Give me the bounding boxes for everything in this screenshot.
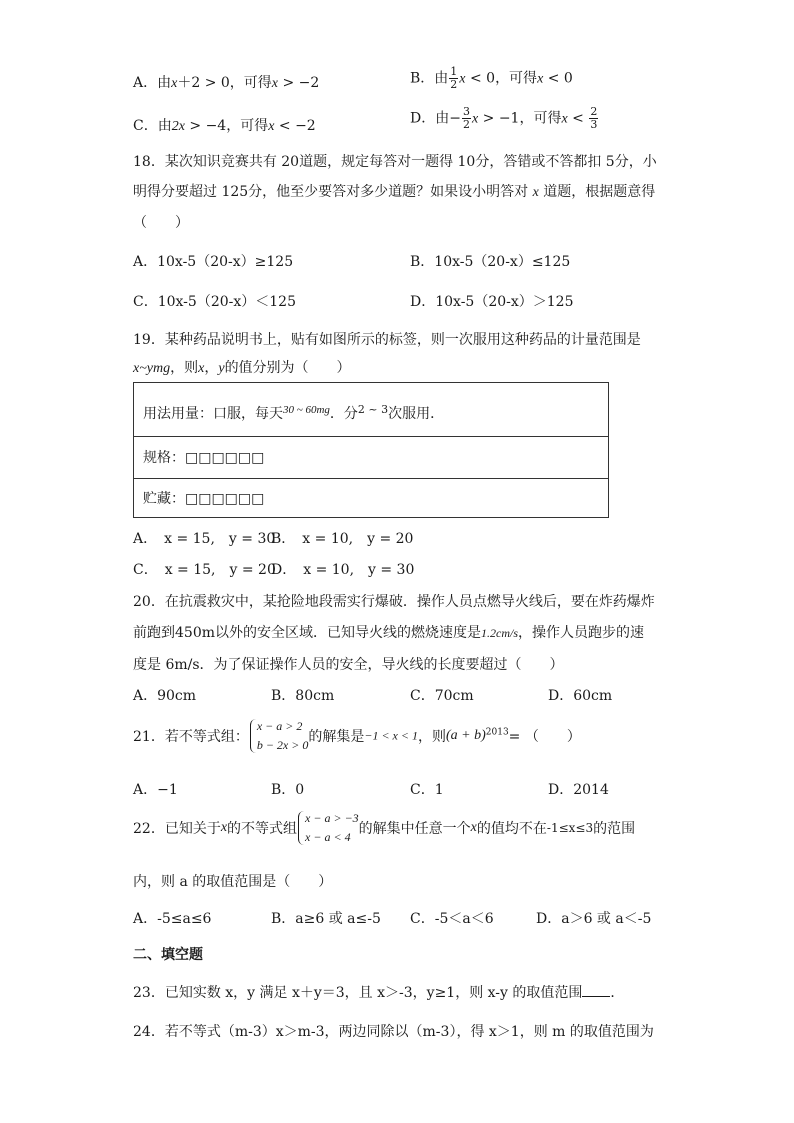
- q21-tail-b: = （ ）: [508, 729, 581, 745]
- q21-tail-a: ，则: [417, 729, 446, 745]
- q21-option-a: A．−1: [133, 782, 178, 798]
- q20-stem-line1: 20．在抗震救灾中，某抢险地段需实行爆破．操作人员点燃导火线后，要在炸药爆炸: [133, 594, 655, 610]
- q17-d-res-var: x: [561, 111, 568, 127]
- q18-option-c: C．10x-5（20-x）＜125: [133, 294, 296, 310]
- q17-d-res-num: 2: [590, 105, 598, 118]
- q20-stem-line2-c: ，操作人员跑步的速: [518, 625, 644, 641]
- q18-option-a: A．10x-5（20-x）≥125: [133, 254, 294, 270]
- q17-b-cond: < 0: [465, 70, 496, 87]
- q20-stem-line3: 度是 6m/s．为了保证操作人员的安全，导火线的长度要超过（ ）: [133, 657, 564, 673]
- q22-option-b: B．a≥6 或 a≤-5: [271, 911, 381, 927]
- q22-prefix2: 的不等式组: [227, 821, 298, 837]
- label-dosage-times: 2 ~ 3: [357, 403, 389, 416]
- q21-sys-line2: b − 2x > 0: [256, 738, 309, 752]
- q17-d-res-den: 3: [590, 118, 598, 131]
- q22-mid-c: 的范围: [593, 821, 636, 837]
- q17-c-sep: ，可得: [226, 118, 269, 134]
- q17-option-c: [133, 115, 316, 135]
- q17-b-den: 2: [450, 78, 458, 91]
- q22-range: -1≤x≤3: [546, 821, 594, 835]
- q19-range: x~ymg: [133, 361, 171, 376]
- q19-var-y: y: [218, 361, 225, 376]
- medicine-label-table: [133, 382, 609, 518]
- q18-stem-line2-a: 明得分要超过 125分，他至少要答对多少道题？如果设小明答对: [133, 184, 529, 200]
- q18-stem-line2: [133, 181, 655, 201]
- q17-c-cond-var: 2x: [171, 119, 185, 134]
- label-dosage-text: 用法用量：口服，每天: [143, 406, 283, 422]
- q21-solution-set: −1 < x < 1: [364, 728, 418, 743]
- q19-option-c: C． x = 15, y = 20: [133, 562, 276, 578]
- q21-mid: 的解集是: [308, 729, 365, 745]
- q22-option-d: D．a＞6 或 a＜-5: [536, 911, 652, 927]
- q22-mid-b: 的值均不在: [476, 821, 547, 837]
- q21-sys-line1: x − a > 2: [256, 719, 303, 733]
- q17-a-cond-var: x: [171, 76, 178, 91]
- q17-c-res: < −2: [274, 118, 316, 134]
- label-row-spec: 规格：□□□□□□: [134, 436, 608, 478]
- q17-option-a: [133, 72, 319, 92]
- q21-inequality-system: [249, 717, 309, 755]
- q24-stem: 24．若不等式（m-3）x＞m-3，两边同除以（m-3），得 x＞1，则 m 的取值范围为: [133, 1024, 654, 1040]
- q20-speed: 1.2cm/s: [481, 626, 518, 640]
- q22-var: x: [220, 820, 228, 835]
- q17-d-res-fraction: [589, 106, 598, 131]
- q23-text: 23．已知实数 x，y 满足 x＋y＝3，且 x＞-3，y≥1，则 x-y 的取值范围: [133, 985, 583, 1001]
- q17-d-fraction: [462, 106, 471, 131]
- label-dosage-end: 次服用．: [388, 406, 445, 422]
- q17-d-sep: ，可得: [519, 110, 562, 127]
- q22-sys-line2: x − a < 4: [305, 830, 351, 844]
- q17-a-label: A．由: [133, 75, 172, 91]
- q17-a-res: > −2: [278, 75, 320, 91]
- label-row-storage: 贮藏：□□□□□□: [134, 478, 608, 518]
- q23-answer-blank[interactable]: [582, 984, 610, 997]
- q17-d-res: <: [567, 110, 589, 127]
- q20-stem-line2-b: 以外的安全区域．已知导火线的燃烧速度是: [215, 625, 481, 641]
- q17-c-cond: > −4: [184, 118, 227, 134]
- q19-stem-line2-b: 的值分别为（ ）: [224, 360, 351, 376]
- q21-stem: [133, 717, 581, 755]
- q17-b-res-var: x: [537, 71, 544, 87]
- q19-stem-line2: [133, 357, 351, 377]
- q21-prefix: 21．若不等式组：: [133, 729, 249, 745]
- q20-option-b: B．80cm: [271, 688, 335, 704]
- q23-stem: [133, 982, 624, 1002]
- q22-option-c: C．-5＜a＜6: [410, 911, 494, 927]
- q18-stem-line2-b: 道题，根据题意得: [543, 184, 656, 200]
- q17-b-label: B．由: [410, 70, 449, 87]
- q22-var-2: x: [470, 820, 477, 835]
- label-dosage-sep: ．分: [329, 406, 358, 422]
- q17-d-den: 2: [462, 118, 470, 131]
- q19-option-a: A． x = 15, y = 30: [133, 531, 276, 547]
- q20-stem-line2: [133, 622, 644, 642]
- q21-exponent: 2013: [485, 727, 509, 738]
- q22-prefix: 22．已知关于: [133, 821, 221, 837]
- q17-a-cond: ＋2 > 0: [177, 75, 230, 91]
- q18-stem-line1: 18．某次知识竞赛共有 20道题，规定每答对一题得 10分，答错或不答都扣 5分，小: [133, 154, 657, 170]
- q17-d-neg: −: [449, 110, 461, 127]
- q21-option-d: D．2014: [548, 782, 609, 798]
- q17-b-res: < 0: [543, 70, 573, 87]
- q19-comma: ，: [204, 360, 219, 376]
- q17-a-res-var: x: [271, 76, 279, 91]
- q18-var: x: [532, 185, 539, 200]
- q22-stem-line1: [133, 809, 635, 847]
- q22-stem-line2: 内，则 a 的取值范围是（ ）: [133, 874, 333, 890]
- q17-b-num: 1: [450, 65, 458, 78]
- q20-option-c: C．70cm: [410, 688, 474, 704]
- q19-stem-line1: 19．某种药品说明书上，贴有如图所示的标签，则一次服用这种药品的计量范围是: [133, 332, 641, 348]
- q19-option-d: D． x = 10, y = 30: [271, 562, 415, 578]
- q19-stem-line2-a: ，则: [170, 360, 199, 376]
- q17-b-fraction: [449, 66, 458, 91]
- label-row-dosage: [134, 383, 608, 436]
- q18-answer-bracket: （ ）: [133, 215, 189, 231]
- q17-d-num: 3: [462, 105, 470, 118]
- q19-var-x: x: [198, 361, 205, 376]
- q17-b-sep: ，可得: [495, 70, 538, 87]
- q20-stem-line2-a: 前跑到: [133, 625, 175, 641]
- q17-c-res-var: x: [268, 119, 275, 134]
- q19-option-b: B． x = 10, y = 20: [271, 531, 414, 547]
- q17-c-label: C．由: [133, 118, 172, 134]
- q17-b-cond-var: x: [459, 71, 466, 87]
- q21-option-b: B．0: [271, 782, 305, 798]
- section-heading-fill-in: 二、填空题: [133, 947, 203, 963]
- q22-sys-line1: x − a > −3: [305, 811, 359, 825]
- label-dosage-range: 30 ~ 60mg: [283, 404, 330, 416]
- q22-option-a: A．-5≤a≤6: [133, 911, 212, 927]
- q17-option-d: [410, 106, 599, 131]
- q17-d-cond-var: x: [471, 111, 479, 127]
- q23-text-end: ．: [610, 985, 625, 1001]
- q17-d-label: D．由: [410, 110, 450, 127]
- q21-option-c: C．1: [410, 782, 444, 798]
- q21-expression: (a + b): [445, 728, 486, 743]
- q18-option-d: D．10x-5（20-x）＞125: [410, 294, 574, 310]
- q17-d-cond: > −1: [478, 110, 520, 127]
- q20-option-d: D．60cm: [548, 688, 613, 704]
- q20-option-a: A．90cm: [133, 688, 197, 704]
- q20-distance: 450m: [175, 625, 215, 641]
- q17-a-sep: ，可得: [229, 75, 272, 91]
- q18-option-b: B．10x-5（20-x）≤125: [410, 254, 571, 270]
- q22-inequality-system: [297, 809, 359, 847]
- q22-mid-a: 的解集中任意一个: [358, 821, 471, 837]
- q17-option-b: [410, 66, 573, 91]
